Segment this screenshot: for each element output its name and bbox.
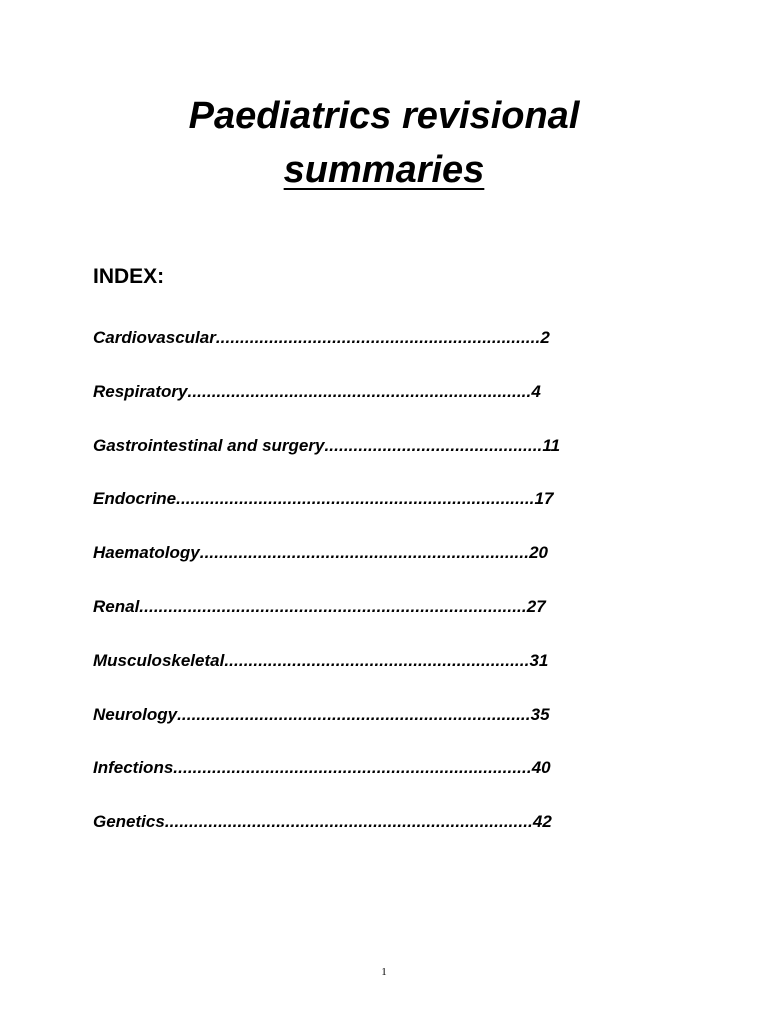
toc-topic: Respiratory <box>93 381 188 401</box>
toc-entry-genetics <box>93 807 560 861</box>
toc-page-number: 17 <box>534 489 554 509</box>
toc-leader: .......................................................................... <box>173 758 532 778</box>
toc-entry-renal <box>93 592 560 646</box>
toc-leader: ............................................................... <box>224 650 530 670</box>
toc-leader: .......................................................................... <box>176 489 535 509</box>
toc-entry-haematology <box>93 538 560 592</box>
table-of-contents <box>93 323 560 861</box>
toc-topic: Genetics <box>93 812 165 832</box>
toc-page-number: 11 <box>542 435 561 455</box>
toc-leader: ....................................................................... <box>187 381 532 401</box>
index-heading: INDEX: <box>93 265 165 288</box>
toc-topic: Gastrointestinal and surgery <box>93 435 325 455</box>
toc-entry-gastrointestinal <box>93 431 560 485</box>
toc-entry-endocrine <box>93 484 560 538</box>
toc-topic: Infections <box>93 758 174 778</box>
toc-leader: ................................................................................ <box>139 596 527 616</box>
toc-topic: Renal <box>93 596 140 616</box>
toc-page-number: 2 <box>540 328 550 347</box>
toc-leader: ............................................................................ <box>164 812 533 832</box>
toc-topic: Cardiovascular <box>93 328 216 347</box>
toc-topic: Neurology <box>93 704 178 724</box>
toc-page-number: 27 <box>526 596 546 616</box>
toc-leader: ................................................................... <box>215 328 541 347</box>
toc-page-number: 20 <box>529 543 549 563</box>
document-title-line-2 <box>0 146 768 194</box>
toc-topic: Musculoskeletal <box>93 650 225 670</box>
toc-page-number: 42 <box>532 812 552 832</box>
document-title-line-1: Paediatrics revisional <box>188 95 580 137</box>
toc-page-number: 4 <box>531 381 541 401</box>
document-title-underlined-word: summaries <box>283 149 485 191</box>
toc-entry-infections <box>93 753 560 807</box>
toc-page-number: 40 <box>531 758 551 778</box>
toc-entry-cardiovascular <box>93 323 560 377</box>
toc-page-number: 31 <box>529 650 549 670</box>
footer-page-number: 1 <box>381 966 387 978</box>
toc-leader: ............................................. <box>324 435 543 455</box>
toc-leader: .................................................................... <box>199 543 530 563</box>
toc-page-number: 35 <box>530 704 550 724</box>
toc-leader: ......................................................................... <box>177 704 531 724</box>
toc-topic: Endocrine <box>93 489 177 509</box>
toc-topic: Haematology <box>93 543 200 563</box>
toc-entry-musculoskeletal <box>93 646 560 700</box>
toc-entry-neurology <box>93 700 560 754</box>
toc-entry-respiratory <box>93 377 560 431</box>
